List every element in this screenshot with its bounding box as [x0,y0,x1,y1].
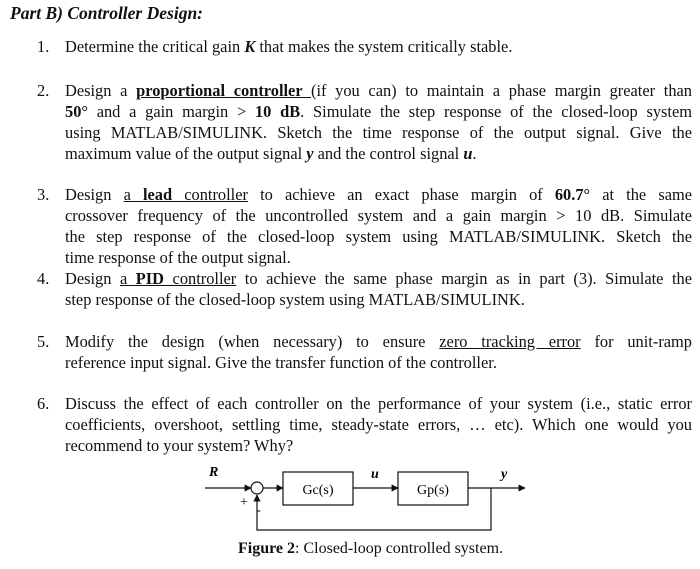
item-number: 4. [37,269,50,288]
control-signal-label: u [371,467,379,482]
item-text: Design a PID controller to achieve the same phase margin as in part (3). Simulate the step response of the closed-loop system using MATLAB/SIMULINK. [65,269,692,309]
item-text: Design a proportional controller (if you can) to maintain a phase margin greater than 50° and a gain margin > 10 dB. Simulate the step response of the closed-loop system using MATLAB/SIMULINK. Sketch the time response of the output signal. Give the maximum value of the output signal y and the control signal u. [65,81,692,163]
item-number: 1. [37,37,50,56]
section-heading: Part B) Controller Design: [10,3,204,23]
plus-sign: + [240,495,248,510]
item-text: Design a lead controller to achieve an exact phase margin of 60.7° at the same crossover frequency of the uncontrolled system and a gain margin > 10 dB. Simulate the step response of the closed-loop system using MATLAB/SIMULINK. Sketch the time response of the output signal. [65,185,692,267]
item-number: 3. [37,185,50,204]
reference-label: R [209,465,219,480]
figure-caption: Figure 2: Closed-loop controlled system. [238,540,504,557]
output-label: y [501,467,508,482]
item-text: Determine the critical gain K that makes the system critically stable. [65,37,513,56]
minus-sign: - [256,503,261,518]
item-number: 5. [37,332,50,351]
plant-label: Gp(s) [417,483,449,498]
controller-label: Gc(s) [302,483,334,498]
item-text: Modify the design (when necessary) to ensure zero tracking error for unit-ramp reference input signal. Give the transfer function of the controller. [65,332,692,372]
item-text: Discuss the effect of each controller on the performance of your system (i.e., static error coefficients, overshoot, settling time, steady-state errors, … etc). Which one would you recommend to your system? Why? [65,394,692,455]
summing-junction [251,482,263,494]
item-number: 6. [37,394,50,413]
item-number: 2. [37,81,50,100]
block-diagram [195,462,535,540]
